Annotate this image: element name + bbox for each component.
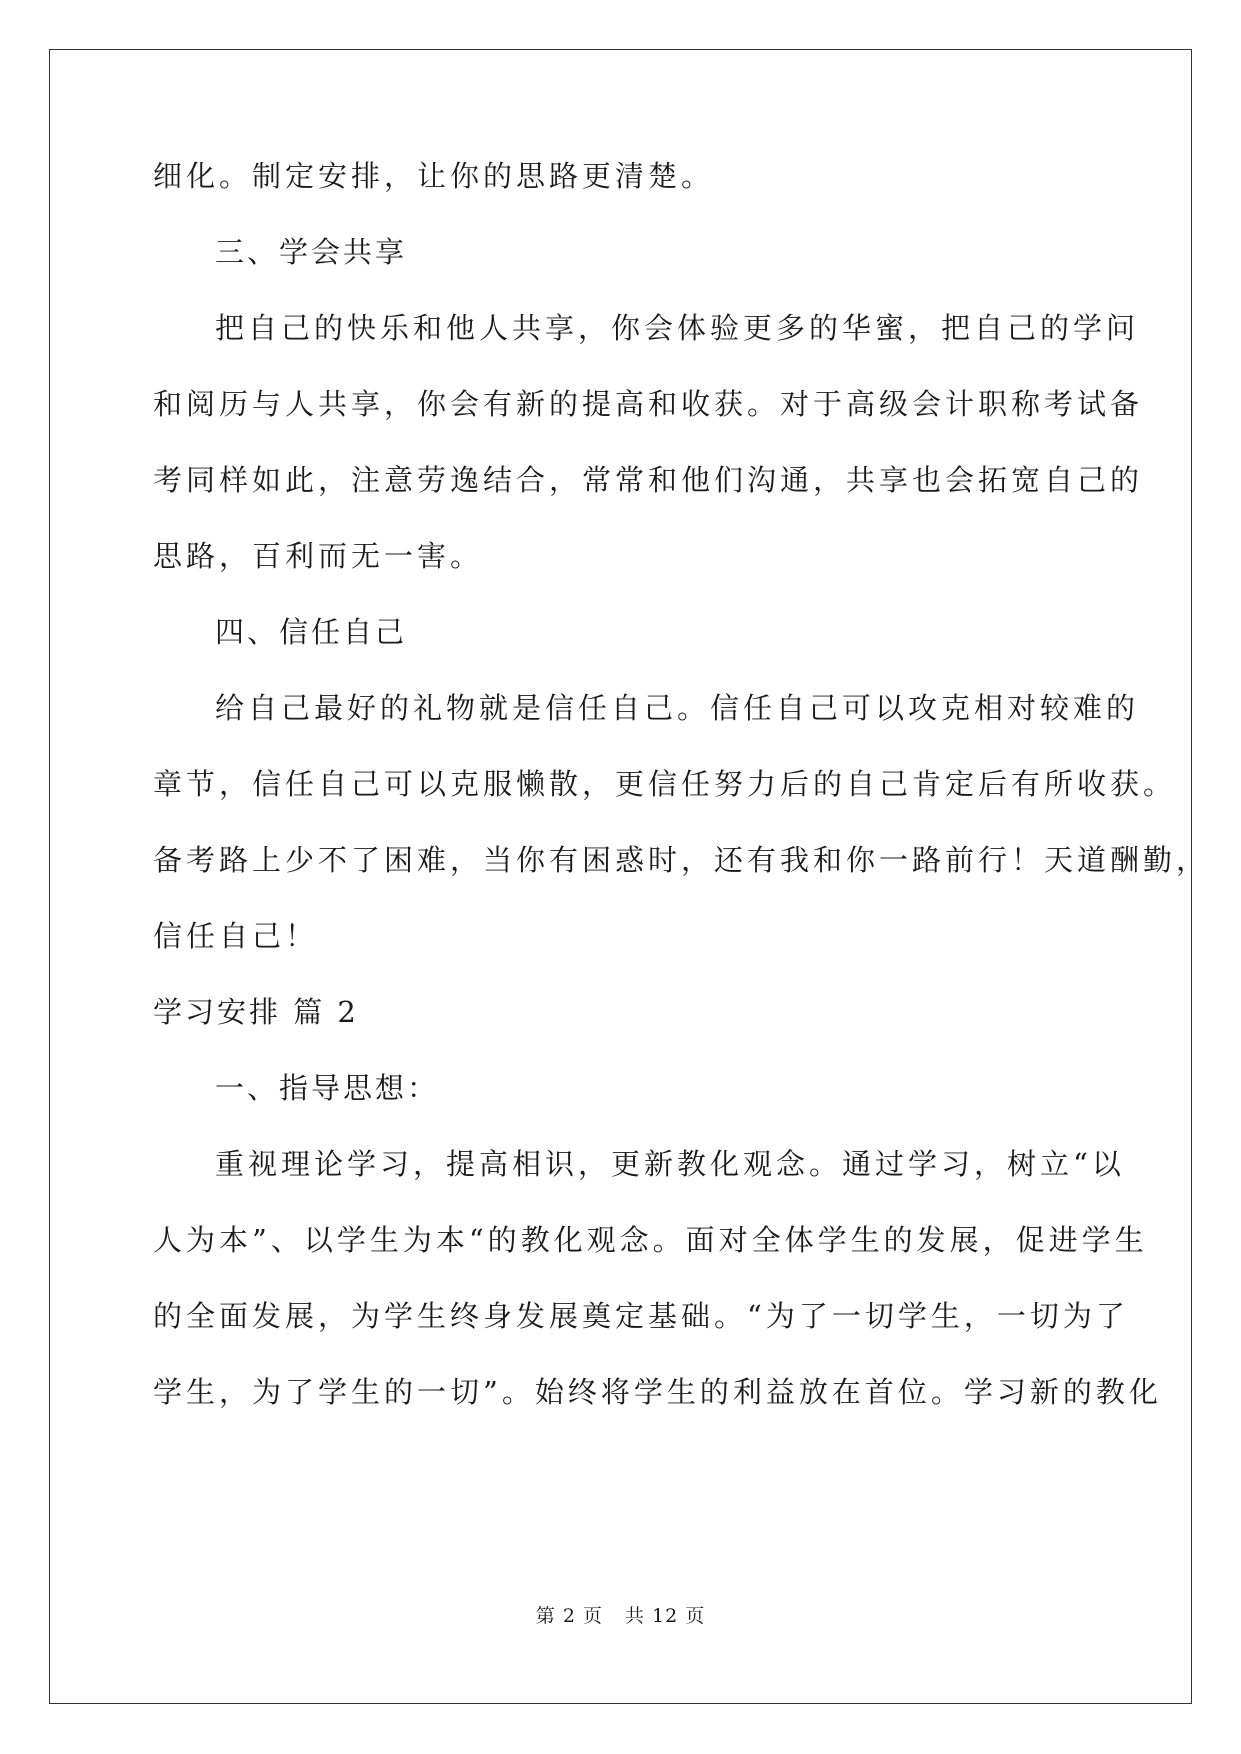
paragraph-line: 学生，为了学生的一切”。始终将学生的利益放在首位。学习新的教化: [153, 1375, 1162, 1409]
paragraph-line: 把自己的快乐和他人共享，你会体验更多的华蜜，把自己的学问: [215, 311, 1140, 345]
paragraph-line: 信任自己！: [153, 919, 319, 953]
paragraph-line: 的全面发展，为学生终身发展奠定基础。“为了一切学生，一切为了: [153, 1299, 1129, 1333]
section-heading: 三、学会共享: [215, 235, 408, 269]
page-footer: [0, 1604, 1241, 1628]
section-heading: 一、指导思想：: [215, 1071, 440, 1105]
paragraph-line: 考同样如此，注意劳逸结合，常常和他们沟通，共享也会拓宽自己的: [153, 463, 1144, 497]
paragraph-line: 章节，信任自己可以克服懒散，更信任努力后的自己肯定后有所收获。: [153, 767, 1177, 801]
paragraph-line: 细化。制定安排，让你的思路更清楚。: [153, 159, 715, 193]
article-title: 学习安排 篇 2: [153, 995, 359, 1029]
section-heading: 四、信任自己: [215, 615, 408, 649]
page-total: 共 12 页: [624, 1605, 706, 1627]
paragraph-line: 人为本”、以学生为本“的教化观念。面对全体学生的发展，促进学生: [153, 1223, 1148, 1257]
paragraph-line: 和阅历与人共享，你会有新的提高和收获。对于高级会计职称考试备: [153, 387, 1144, 421]
paragraph-line: 备考路上少不了困难，当你有困惑时，还有我和你一路前行！天道酬勤，: [153, 843, 1210, 877]
paragraph-line: 给自己最好的礼物就是信任自己。信任自己可以攻克相对较难的: [215, 691, 1140, 725]
paragraph-line: 重视理论学习，提高相识，更新教化观念。通过学习，树立“以: [215, 1147, 1125, 1181]
page-number: 第 2 页: [535, 1605, 603, 1627]
paragraph-line: 思路，百利而无一害。: [153, 539, 484, 573]
